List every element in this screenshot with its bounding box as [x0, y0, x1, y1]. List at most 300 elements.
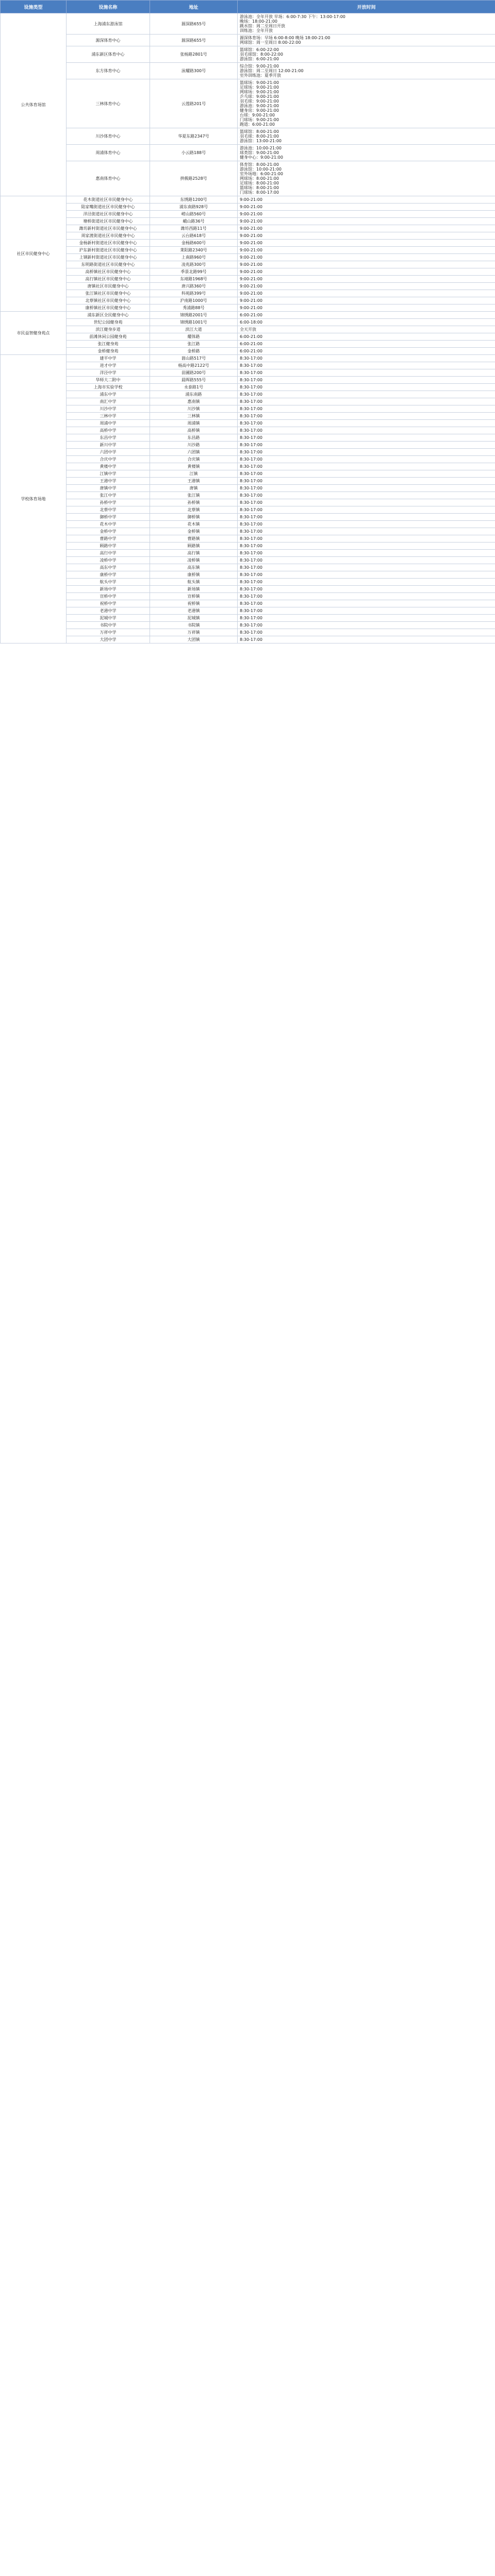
- address-cell: 黄楼镇: [150, 463, 238, 470]
- table-row: [1, 579, 495, 586]
- facility-name-cell: 书院中学: [67, 622, 150, 629]
- facility-name-cell: 顾路中学: [67, 543, 150, 550]
- table-row: [1, 514, 495, 521]
- hours-line: 篮球馆：6:00-22:00: [240, 47, 279, 52]
- address-cell: 耀体路: [150, 333, 238, 341]
- table-row: [1, 333, 495, 341]
- hours-cell: [238, 499, 495, 506]
- facility-name-cell: 周家渡街道社区市民健身中心: [67, 232, 150, 240]
- facility-name-cell: 惠南体育中心: [67, 161, 150, 196]
- table-row: [1, 615, 495, 622]
- hours-line: 9:00-21:00: [240, 226, 262, 231]
- table-row: [1, 377, 495, 384]
- table-row: [1, 145, 495, 161]
- table-row: [1, 564, 495, 571]
- address-cell: 江镇: [150, 470, 238, 478]
- hours-line: 篮球场：8:00-21:00: [240, 185, 279, 190]
- hours-line: 8:30-17:00: [240, 529, 262, 534]
- address-cell: 滨江大道: [150, 326, 238, 333]
- hours-cell: [238, 564, 495, 571]
- address-cell: 金杨路600号: [150, 240, 238, 247]
- address-cell: 小云路188号: [150, 145, 238, 161]
- hours-line: 游泳馆：13:00-21:00: [240, 139, 282, 143]
- address-cell: 崮山路517号: [150, 355, 238, 362]
- hours-line: 8:30-17:00: [240, 580, 262, 584]
- facility-name-cell: 曹路中学: [67, 535, 150, 543]
- hours-cell: [238, 420, 495, 427]
- table-row: [1, 369, 495, 377]
- hours-line: 室外训练池：夏季开放: [240, 73, 281, 78]
- hours-line: 8:30-17:00: [240, 594, 262, 599]
- hours-line: 网球场：9:00-21:00: [240, 90, 279, 94]
- hours-cell: [238, 297, 495, 304]
- hours-line: 游泳馆：10:00-21:00: [240, 167, 282, 172]
- address-cell: 唐兴路360号: [150, 283, 238, 290]
- hours-cell: [238, 442, 495, 449]
- table-row: [1, 391, 495, 398]
- facility-name-cell: 王港中学: [67, 478, 150, 485]
- hours-cell: [238, 557, 495, 564]
- hours-cell: [238, 492, 495, 499]
- table-row: [1, 485, 495, 492]
- hours-line: 9:00-21:00: [240, 262, 262, 267]
- table-body: [1, 13, 495, 643]
- facility-name-cell: 浦东新区全民健身中心: [67, 312, 150, 319]
- hours-line: 游泳池：9:00-21:00: [240, 104, 279, 108]
- hours-cell: [238, 204, 495, 211]
- hours-line: 8:30-17:00: [240, 522, 262, 527]
- facility-name-cell: 花木中学: [67, 521, 150, 528]
- address-cell: 高东镇: [150, 564, 238, 571]
- hours-line: 9:00-21:00: [240, 291, 262, 296]
- address-cell: 东昌路: [150, 434, 238, 442]
- hours-cell: [238, 543, 495, 550]
- hours-line: 8:30-17:00: [240, 572, 262, 577]
- hours-cell: [238, 615, 495, 622]
- address-cell: 泥城镇: [150, 615, 238, 622]
- hours-line: 乒乓球：9:00-21:00: [240, 94, 279, 99]
- address-cell: 康桥镇: [150, 571, 238, 579]
- hours-line: 9:00-21:00: [240, 212, 262, 216]
- facility-name-cell: 塘桥街道社区市民健身中心: [67, 218, 150, 225]
- address-cell: 永泰路1号: [150, 384, 238, 391]
- table-row: [1, 63, 495, 79]
- hours-cell: [238, 514, 495, 521]
- header-row: [1, 1, 495, 13]
- facility-name-cell: 潍坊新村街道社区市民健身中心: [67, 225, 150, 232]
- table-row: [1, 535, 495, 543]
- facility-name-cell: 建平中学: [67, 355, 150, 362]
- hours-line: 8:30-17:00: [240, 551, 262, 555]
- hours-line: 8:30-17:00: [240, 536, 262, 541]
- table-row: [1, 326, 495, 333]
- hours-line: 8:30-17:00: [240, 363, 262, 368]
- hours-line: 羽毛球：9:00-21:00: [240, 99, 279, 104]
- header-category: 设施类型: [1, 1, 67, 13]
- hours-line: 9:00-21:00: [240, 248, 262, 252]
- hours-cell: [238, 398, 495, 405]
- address-cell: 浦东南路: [150, 391, 238, 398]
- facility-name-cell: 川沙中学: [67, 405, 150, 413]
- facility-name-cell: 进才中学: [67, 362, 150, 369]
- hours-cell: [238, 470, 495, 478]
- header-address: 地址: [150, 1, 238, 13]
- table-row: [1, 413, 495, 420]
- category-cell: 社区市民健身中心: [1, 196, 67, 312]
- facility-name-cell: 北蔡镇社区市民健身中心: [67, 297, 150, 304]
- table-row: [1, 405, 495, 413]
- address-cell: 苗圃路200号: [150, 369, 238, 377]
- hours-cell: [238, 348, 495, 355]
- hours-line: 8:30-17:00: [240, 435, 262, 440]
- hours-line: 训练池：全年开放: [240, 28, 273, 33]
- hours-cell: [238, 128, 495, 145]
- hours-cell: [238, 268, 495, 276]
- address-cell: 莱阳路2340号: [150, 247, 238, 254]
- facility-name-cell: 航头中学: [67, 579, 150, 586]
- address-cell: 北蔡镇: [150, 506, 238, 514]
- table-row: [1, 211, 495, 218]
- address-cell: 源深路655号: [150, 35, 238, 46]
- table-row: [1, 128, 495, 145]
- hours-cell: [238, 362, 495, 369]
- hours-line: 网球场：8:00-21:00: [240, 176, 279, 181]
- table-row: [1, 312, 495, 319]
- hours-line: 9:00-21:00: [240, 284, 262, 289]
- hours-line: 8:30-17:00: [240, 370, 262, 375]
- table-row: [1, 571, 495, 579]
- address-cell: 金桥镇: [150, 528, 238, 535]
- hours-cell: [238, 225, 495, 232]
- address-cell: 川沙路: [150, 442, 238, 449]
- hours-line: 8:30-17:00: [240, 587, 262, 591]
- hours-cell: [238, 46, 495, 63]
- hours-line: 8:30-17:00: [240, 500, 262, 505]
- facility-name-cell: 上海浦东游泳馆: [67, 13, 150, 35]
- table-row: [1, 470, 495, 478]
- hours-cell: [238, 161, 495, 196]
- hours-cell: [238, 528, 495, 535]
- table-row: [1, 449, 495, 456]
- address-cell: 浦东南路928号: [150, 204, 238, 211]
- facility-name-cell: 江镇中学: [67, 470, 150, 478]
- table-row: [1, 521, 495, 528]
- facility-name-cell: 六团中学: [67, 449, 150, 456]
- hours-cell: [238, 145, 495, 161]
- hours-line: 6:00-21:00: [240, 313, 262, 317]
- hours-line: 游泳馆：周二至周日 12:00-21:00: [240, 69, 304, 73]
- hours-line: 网球馆：周一至周日 8:00-22:00: [240, 40, 301, 45]
- address-cell: 老港镇: [150, 607, 238, 615]
- hours-cell: [238, 283, 495, 290]
- facility-name-cell: 祝桥中学: [67, 600, 150, 607]
- hours-line: 8:30-17:00: [240, 406, 262, 411]
- address-cell: 金桥路: [150, 348, 238, 355]
- hours-line: 9:00-21:00: [240, 269, 262, 274]
- hours-cell: [238, 600, 495, 607]
- hours-cell: [238, 341, 495, 348]
- address-cell: 潍坊西路11号: [150, 225, 238, 232]
- hours-line: 8:30-17:00: [240, 623, 262, 628]
- address-cell: 秀浦路88号: [150, 304, 238, 312]
- hours-line: 8:30-17:00: [240, 493, 262, 498]
- facility-name-cell: 陆家嘴街道社区市民健身中心: [67, 204, 150, 211]
- table-row: [1, 550, 495, 557]
- facility-name-cell: 唐镇中学: [67, 485, 150, 492]
- address-cell: 合庆镇: [150, 456, 238, 463]
- table-row: [1, 607, 495, 615]
- table-row: [1, 362, 495, 369]
- category-cell: 市民益智健身苑点: [1, 312, 67, 355]
- address-cell: 周浦镇: [150, 420, 238, 427]
- table-row: [1, 629, 495, 636]
- facility-name-cell: 张江镇社区市民健身中心: [67, 290, 150, 297]
- address-cell: 凌兆路300号: [150, 261, 238, 268]
- address-cell: 川沙镇: [150, 405, 238, 413]
- table-row: [1, 456, 495, 463]
- facility-name-cell: 浦东新区体育中心: [67, 46, 150, 63]
- table-row: [1, 528, 495, 535]
- facility-name-cell: 东昌中学: [67, 434, 150, 442]
- address-cell: 东绣路1200号: [150, 196, 238, 204]
- facility-name-cell: 御桥中学: [67, 514, 150, 521]
- table-row: [1, 283, 495, 290]
- facility-name-cell: 上钢新村街道社区市民健身中心: [67, 254, 150, 261]
- address-cell: 惠南镇: [150, 398, 238, 405]
- table-row: [1, 247, 495, 254]
- facility-name-cell: 洋泾街道社区市民健身中心: [67, 211, 150, 218]
- hours-cell: [238, 261, 495, 268]
- hours-line: 8:30-17:00: [240, 507, 262, 512]
- facility-name-cell: 老港中学: [67, 607, 150, 615]
- facility-name-cell: 川沙体育中心: [67, 128, 150, 145]
- table-row: [1, 79, 495, 128]
- hours-cell: [238, 79, 495, 128]
- hours-line: 9:00-21:00: [240, 197, 262, 202]
- hours-line: 室外场地：6:00-21:00: [240, 172, 283, 176]
- table-row: [1, 442, 495, 449]
- hours-cell: [238, 247, 495, 254]
- hours-line: 9:00-21:00: [240, 277, 262, 281]
- hours-cell: [238, 579, 495, 586]
- hours-cell: [238, 521, 495, 528]
- hours-cell: [238, 391, 495, 398]
- facility-name-cell: 高桥中学: [67, 427, 150, 434]
- address-cell: 泳耀路300号: [150, 63, 238, 79]
- hours-cell: [238, 218, 495, 225]
- hours-line: 门球场：9:00-21:00: [240, 117, 279, 122]
- table-row: [1, 420, 495, 427]
- hours-line: 9:00-21:00: [240, 298, 262, 303]
- hours-line: 8:30-17:00: [240, 637, 262, 642]
- hours-cell: [238, 607, 495, 615]
- hours-line: 篮球馆：8:00-21:00: [240, 129, 279, 134]
- header-name: 设施名称: [67, 1, 150, 13]
- facility-table: [0, 0, 495, 643]
- table-row: [1, 586, 495, 593]
- hours-line: 8:30-17:00: [240, 544, 262, 548]
- hours-cell: [238, 232, 495, 240]
- hours-cell: [238, 449, 495, 456]
- address-cell: 崂山路560号: [150, 211, 238, 218]
- hours-line: 足球场：8:00-21:00: [240, 181, 279, 185]
- table-row: [1, 463, 495, 470]
- hours-cell: [238, 478, 495, 485]
- address-cell: 高行镇: [150, 550, 238, 557]
- address-cell: 王港镇: [150, 478, 238, 485]
- table-row: [1, 506, 495, 514]
- hours-line: 8:30-17:00: [240, 616, 262, 620]
- hours-line: 跳水馆：周二至周日开放: [240, 24, 285, 28]
- hours-line: 球类馆：9:00-21:00: [240, 150, 279, 155]
- facility-name-cell: 康桥镇社区市民健身中心: [67, 304, 150, 312]
- hours-cell: [238, 326, 495, 333]
- hours-line: 8:30-17:00: [240, 479, 262, 483]
- table-row: [1, 478, 495, 485]
- facility-name-cell: 新场中学: [67, 586, 150, 593]
- table-row: [1, 355, 495, 362]
- address-cell: 花木镇: [150, 521, 238, 528]
- facility-name-cell: 上海市实验学校: [67, 384, 150, 391]
- facility-name-cell: 三林体育中心: [67, 79, 150, 128]
- table-row: [1, 297, 495, 304]
- hours-cell: [238, 319, 495, 326]
- table-row: [1, 261, 495, 268]
- table-row: [1, 348, 495, 355]
- hours-cell: [238, 377, 495, 384]
- address-cell: 三林镇: [150, 413, 238, 420]
- address-cell: 杨高中路2122号: [150, 362, 238, 369]
- hours-line: 8:30-17:00: [240, 399, 262, 404]
- table-row: [1, 254, 495, 261]
- address-cell: 科苑路399号: [150, 290, 238, 297]
- hours-line: 游泳池：全年开放 早场：6:00-7:30 下午：13:00-17:00: [240, 14, 345, 19]
- address-cell: 曹路镇: [150, 535, 238, 543]
- table-row: [1, 600, 495, 607]
- hours-cell: [238, 254, 495, 261]
- hours-line: 健身房：9:00-21:00: [240, 108, 279, 113]
- table-row: [1, 543, 495, 550]
- hours-line: 8:30-17:00: [240, 608, 262, 613]
- facility-name-cell: 南汇中学: [67, 398, 150, 405]
- address-cell: 高桥镇: [150, 427, 238, 434]
- facility-name-cell: 张江健身苑: [67, 341, 150, 348]
- hours-line: 篮球场：9:00-21:00: [240, 80, 279, 85]
- table-row: [1, 13, 495, 35]
- hours-cell: [238, 485, 495, 492]
- hours-cell: [238, 405, 495, 413]
- facility-name-cell: 东方体育中心: [67, 63, 150, 79]
- table-row: [1, 557, 495, 564]
- hours-cell: [238, 369, 495, 377]
- table-row: [1, 636, 495, 643]
- hours-line: 跑道：6:00-21:00: [240, 122, 275, 127]
- address-cell: 书院镇: [150, 622, 238, 629]
- hours-cell: [238, 622, 495, 629]
- hours-line: 全天开放: [240, 327, 256, 332]
- address-cell: 沪南路1000号: [150, 297, 238, 304]
- hours-line: 8:30-17:00: [240, 486, 262, 490]
- hours-line: 游泳馆：6:00-21:00: [240, 57, 279, 61]
- hours-line: 6:00-21:00: [240, 349, 262, 353]
- table-row: [1, 398, 495, 405]
- hours-line: 8:30-17:00: [240, 428, 262, 433]
- facility-name-cell: 金桥健身苑: [67, 348, 150, 355]
- address-cell: 季景北路99号: [150, 268, 238, 276]
- table-row: [1, 46, 495, 63]
- table-row: [1, 341, 495, 348]
- hours-line: 晚场：18:00-21:00: [240, 19, 277, 24]
- table-row: [1, 427, 495, 434]
- address-cell: 凌桥镇: [150, 557, 238, 564]
- table-row: [1, 304, 495, 312]
- address-cell: 峨山路36号: [150, 218, 238, 225]
- address-cell: 锦绣路1001号: [150, 319, 238, 326]
- hours-line: 门球场：8:00-17:00: [240, 190, 279, 195]
- hours-cell: [238, 240, 495, 247]
- hours-cell: [238, 571, 495, 579]
- hours-cell: [238, 276, 495, 283]
- address-cell: 华夏东路2347号: [150, 128, 238, 145]
- facility-name-cell: 唐镇社区市民健身中心: [67, 283, 150, 290]
- hours-cell: [238, 35, 495, 46]
- table-row: [1, 204, 495, 211]
- category-cell: 学校体育场地: [1, 355, 67, 643]
- address-cell: 拱极路2528号: [150, 161, 238, 196]
- hours-line: 8:30-17:00: [240, 392, 262, 397]
- hours-line: 9:00-21:00: [240, 219, 262, 224]
- hours-line: 8:30-17:00: [240, 356, 262, 361]
- address-cell: 宣桥镇: [150, 593, 238, 600]
- hours-cell: [238, 427, 495, 434]
- facility-name-cell: 周浦中学: [67, 420, 150, 427]
- facility-name-cell: 金杨新村街道社区市民健身中心: [67, 240, 150, 247]
- facility-name-cell: 高行中学: [67, 550, 150, 557]
- address-cell: 六团镇: [150, 449, 238, 456]
- facility-name-cell: 宣桥中学: [67, 593, 150, 600]
- table-row: [1, 499, 495, 506]
- facility-name-cell: 北蔡中学: [67, 506, 150, 514]
- facility-name-cell: 花木街道社区市民健身中心: [67, 196, 150, 204]
- hours-line: 源深体育场：早场 6:00-8:00 晚场 18:00-21:00: [240, 36, 331, 40]
- hours-line: 8:30-17:00: [240, 457, 262, 462]
- facility-name-cell: 凌桥中学: [67, 557, 150, 564]
- hours-line: 6:00-21:00: [240, 334, 262, 339]
- address-cell: 上南路960号: [150, 254, 238, 261]
- hours-cell: [238, 413, 495, 420]
- hours-cell: [238, 63, 495, 79]
- table-row: [1, 276, 495, 283]
- address-cell: 锦绣路2001号: [150, 312, 238, 319]
- hours-cell: [238, 535, 495, 543]
- table-row: [1, 218, 495, 225]
- hours-line: 健身中心：9:00-21:00: [240, 155, 283, 160]
- table-row: [1, 268, 495, 276]
- hours-cell: [238, 463, 495, 470]
- hours-cell: [238, 211, 495, 218]
- hours-line: 8:30-17:00: [240, 471, 262, 476]
- hours-line: 8:30-17:00: [240, 385, 262, 389]
- hours-line: 8:30-17:00: [240, 450, 262, 454]
- table-row: [1, 434, 495, 442]
- facility-name-cell: 金桥中学: [67, 528, 150, 535]
- address-cell: 源深路655号: [150, 13, 238, 35]
- hours-line: 9:00-21:00: [240, 255, 262, 260]
- facility-name-cell: 高东中学: [67, 564, 150, 571]
- address-cell: 张杨路2801号: [150, 46, 238, 63]
- facility-name-cell: 康桥中学: [67, 571, 150, 579]
- hours-line: 综合馆：9:00-21:00: [240, 64, 279, 69]
